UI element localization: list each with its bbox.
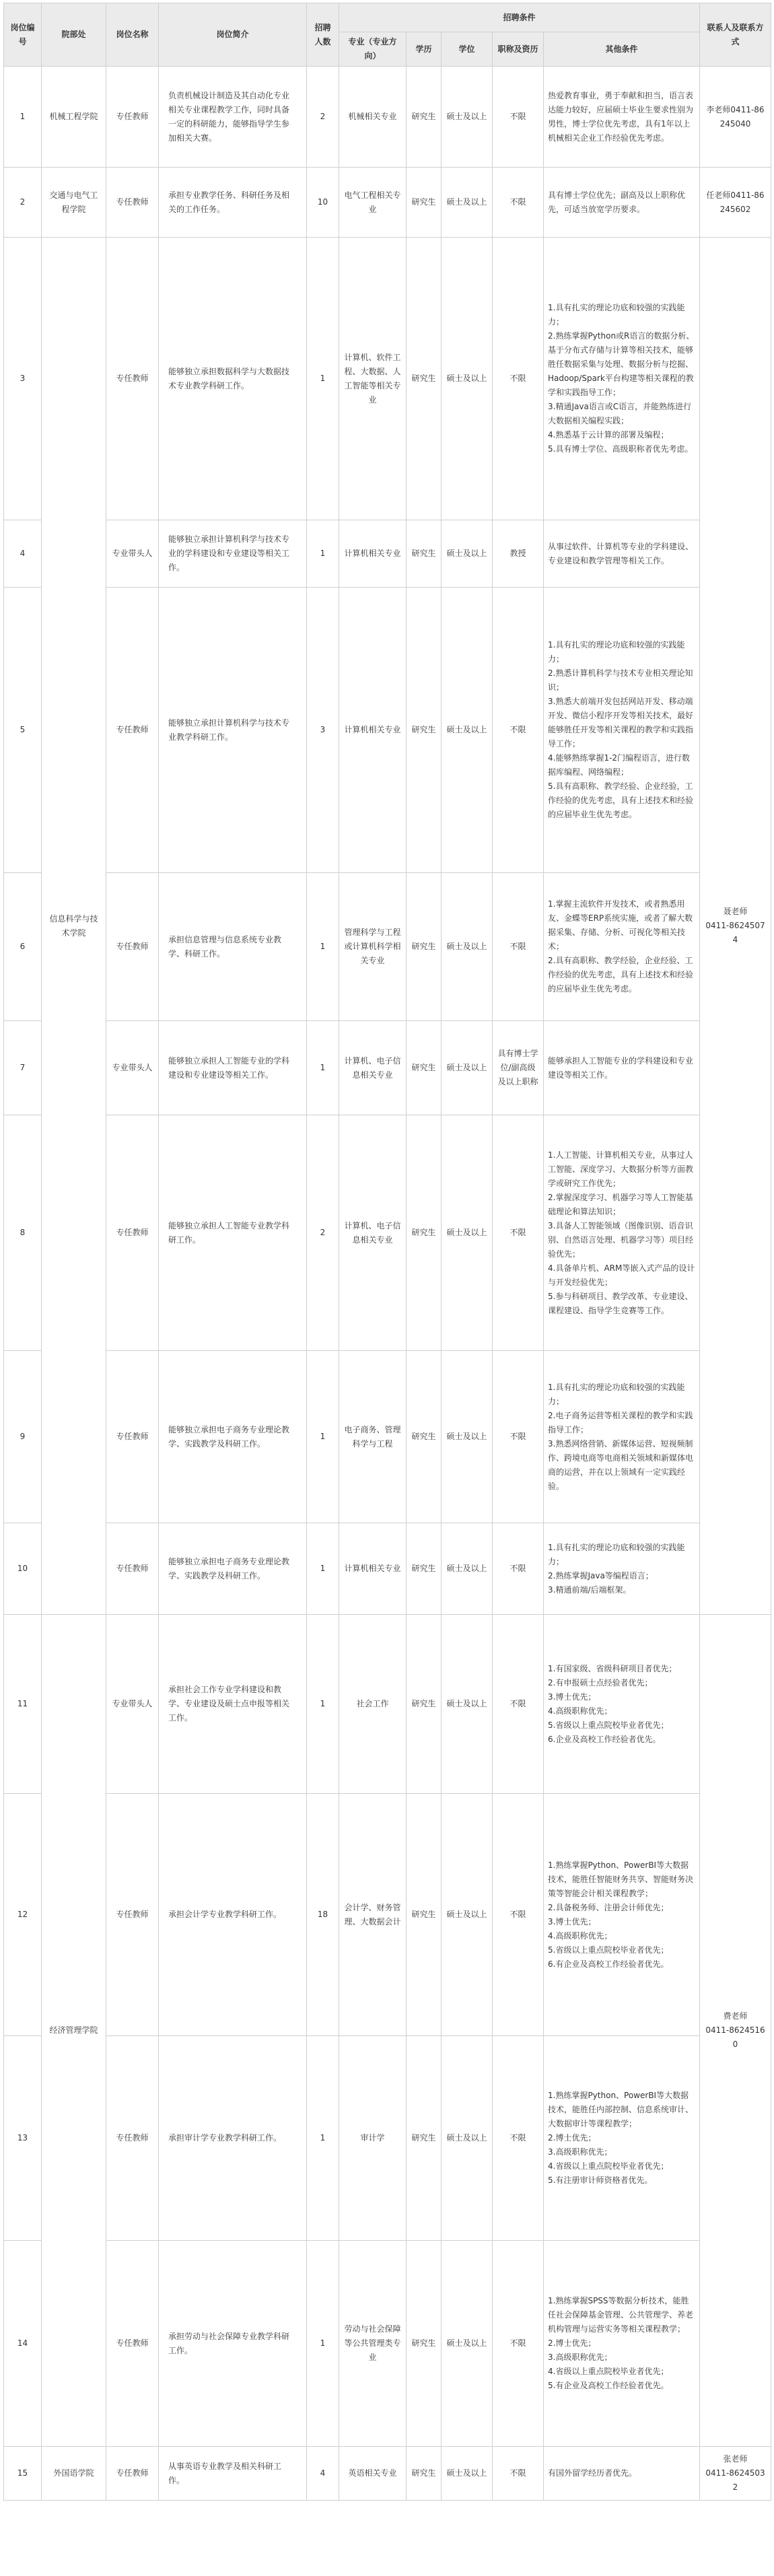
cell-degree: 硕士及以上: [442, 1351, 493, 1523]
cell-brief: 能够独立承担电子商务专业理论教学、实践教学及科研工作。: [159, 1351, 307, 1523]
cell-count: 2: [307, 1115, 339, 1351]
cell-title: 教授: [493, 520, 544, 588]
table-row: [4, 1115, 771, 1351]
cell-brief: 承担社会工作专业学科建设和教学、专业建设及硕士点申报等相关工作。: [159, 1615, 307, 1794]
cell-post: 专任教师: [106, 873, 159, 1021]
table-header: [4, 3, 771, 67]
cell-other: 1.熟练掌握Python、PowerBI等大数据技术，能胜任智能财务共享、智能财务决策等智能会计相关课程教学； 2.具备税务师、注册会计师优先； 3.博士优先； 4.高级职称优先； 5.省级以上重点院校毕业者优先； 6.有企业及高校工作经验者优先。: [544, 1794, 700, 2036]
table-body: [4, 67, 771, 2501]
header-id: 岗位编号: [4, 3, 42, 67]
cell-post: 专业带头人: [106, 1615, 159, 1794]
cell-count: 2: [307, 67, 339, 168]
cell-count: 1: [307, 1351, 339, 1523]
cell-id: 1: [4, 67, 42, 168]
cell-count: 1: [307, 2241, 339, 2447]
cell-title: 具有博士学位/副高级及以上职称: [493, 1021, 544, 1115]
cell-brief: 承担信息管理与信息系统专业教学、科研工作。: [159, 873, 307, 1021]
cell-major: 计算机相关专业: [339, 1523, 407, 1615]
cell-degree: 硕士及以上: [442, 2036, 493, 2241]
cell-post: 专任教师: [106, 238, 159, 520]
cell-title: 不限: [493, 1115, 544, 1351]
cell-id: 8: [4, 1115, 42, 1351]
cell-brief: 负责机械设计制造及其自动化专业相关专业课程教学工作，同时具备一定的科研能力，能够指导学生参加相关大赛。: [159, 67, 307, 168]
cell-other: 1.具有扎实的理论功底和较强的实践能力； 2.熟悉计算机科学与技术专业相关理论知识； 3.熟悉大前端开发包括网站开发、移动端开发、微信小程序开发等相关技术，最好能够胜任开发等相关课程的教学和实践指导工作； 4.能够熟练掌握1-2门编程语言，进行数据库编程、网络编程； 5.具有高职称、教学经验、企业经验，工作经验的优先考虑，具有上述技术和经验的应届毕业生优先考虑。: [544, 588, 700, 873]
cell-dept: 外国语学院: [42, 2447, 106, 2501]
cell-id: 11: [4, 1615, 42, 1794]
header-title: 职称及资历: [493, 32, 544, 67]
table-row: [4, 520, 771, 588]
cell-count: 1: [307, 873, 339, 1021]
cell-major: 计算机相关专业: [339, 588, 407, 873]
cell-post: 专任教师: [106, 2241, 159, 2447]
cell-id: 10: [4, 1523, 42, 1615]
cell-major: 电子商务、管理科学与工程: [339, 1351, 407, 1523]
header-contact: 联系人及联系方式: [700, 3, 771, 67]
cell-other: 1.熟练掌握Python、PowerBI等大数据技术，能胜任内部控制、信息系统审计、大数据审计等课程教学； 2.博士优先； 3.高级职称优先； 4.省级以上重点院校毕业者优先； 5.有注册审计师资格者优先。: [544, 2036, 700, 2241]
cell-title: 不限: [493, 2447, 544, 2501]
table-row: [4, 873, 771, 1021]
cell-edu: 研究生: [407, 168, 442, 238]
cell-count: 1: [307, 238, 339, 520]
cell-edu: 研究生: [407, 1523, 442, 1615]
cell-post: 专任教师: [106, 1351, 159, 1523]
table-row: [4, 1615, 771, 1794]
table-row: [4, 1021, 771, 1115]
cell-count: 1: [307, 1615, 339, 1794]
cell-id: 7: [4, 1021, 42, 1115]
cell-other: 1.具有扎实的理论功底和较强的实践能力； 2.电子商务运营等相关课程的教学和实践指导工作； 3.熟悉网络营销、新媒体运营、短视频制作、跨境电商等电商相关领域和新媒体电商的运营，并在以上领域有一定实践经验。: [544, 1351, 700, 1523]
cell-other: 从事过软件、计算机等专业的学科建设、专业建设和教学管理等相关工作。: [544, 520, 700, 588]
cell-degree: 硕士及以上: [442, 1794, 493, 2036]
cell-count: 1: [307, 520, 339, 588]
recruitment-table-wrapper: [3, 3, 771, 2501]
header-post: 岗位名称: [106, 3, 159, 67]
cell-title: 不限: [493, 873, 544, 1021]
cell-count: 1: [307, 1021, 339, 1115]
cell-id: 13: [4, 2036, 42, 2241]
header-brief: 岗位简介: [159, 3, 307, 67]
cell-other: 具有博士学位优先；副高及以上职称优先，可适当放宽学历要求。: [544, 168, 700, 238]
cell-post: 专任教师: [106, 67, 159, 168]
cell-contact: 费老师 0411-86245160: [700, 1615, 771, 2447]
cell-degree: 硕士及以上: [442, 520, 493, 588]
cell-count: 3: [307, 588, 339, 873]
cell-edu: 研究生: [407, 1794, 442, 2036]
cell-other: 1.具有扎实的理论功底和较强的实践能力； 2.熟练掌握Java等编程语言； 3.精通前端/后端框架。: [544, 1523, 700, 1615]
table-row: [4, 67, 771, 168]
cell-major: 电气工程相关专业: [339, 168, 407, 238]
cell-post: 专任教师: [106, 2447, 159, 2501]
cell-major: 英语相关专业: [339, 2447, 407, 2501]
cell-major: 社会工作: [339, 1615, 407, 1794]
cell-id: 2: [4, 168, 42, 238]
cell-edu: 研究生: [407, 238, 442, 520]
cell-title: 不限: [493, 1351, 544, 1523]
cell-degree: 硕士及以上: [442, 2241, 493, 2447]
cell-brief: 能够独立承担计算机科学与技术专业教学科研工作。: [159, 588, 307, 873]
cell-major: 计算机、电子信息相关专业: [339, 1021, 407, 1115]
cell-contact: 李老师0411-86245040: [700, 67, 771, 168]
cell-edu: 研究生: [407, 1351, 442, 1523]
cell-edu: 研究生: [407, 2241, 442, 2447]
cell-edu: 研究生: [407, 2036, 442, 2241]
header-count: 招聘人数: [307, 3, 339, 67]
cell-degree: 硕士及以上: [442, 168, 493, 238]
table-row: [4, 2241, 771, 2447]
cell-brief: 能够独立承担人工智能专业的学科建设和专业建设等相关工作。: [159, 1021, 307, 1115]
cell-other: 1.具有扎实的理论功底和较强的实践能力； 2.熟练掌握Python或R语言的数据分析、基于分布式存储与计算等相关技术，能够胜任数据采集与处理、数据分析与挖掘、Hadoop/Spark平台构建等相关课程的教学和实践指导工作； 3.精通Java语言或C语言，并能熟练进行大数据相关编程实践； 4.熟悉基于云计算的部署及编程； 5.具有博士学位、高级职称者优先考虑。: [544, 238, 700, 520]
cell-degree: 硕士及以上: [442, 67, 493, 168]
cell-edu: 研究生: [407, 67, 442, 168]
cell-post: 专任教师: [106, 168, 159, 238]
cell-post: 专任教师: [106, 588, 159, 873]
cell-other: 1.人工智能、计算机相关专业，从事过人工智能、深度学习、大数据分析等方面教学或研究工作优先； 2.掌握深度学习、机器学习等人工智能基础理论和算法知识； 3.具备人工智能领域（图像识别、语音识别、自然语言处理、机器学习等）项目经验优先； 4.具备单片机、ARM等嵌入式产品的设计与开发经验优先； 5.参与科研项目、教学改革、专业建设、课程建设、指导学生竞赛等工作。: [544, 1115, 700, 1351]
cell-id: 12: [4, 1794, 42, 2036]
cell-id: 5: [4, 588, 42, 873]
header-edu: 学历: [407, 32, 442, 67]
cell-dept: 信息科学与技术学院: [42, 238, 106, 1615]
cell-edu: 研究生: [407, 588, 442, 873]
cell-post: 专任教师: [106, 2036, 159, 2241]
cell-id: 6: [4, 873, 42, 1021]
table-row: [4, 168, 771, 238]
cell-id: 15: [4, 2447, 42, 2501]
cell-other: 有国外留学经历者优先。: [544, 2447, 700, 2501]
cell-brief: 承担会计学专业教学科研工作。: [159, 1794, 307, 2036]
cell-edu: 研究生: [407, 1615, 442, 1794]
cell-count: 4: [307, 2447, 339, 2501]
cell-brief: 能够独立承担数据科学与大数据技术专业教学科研工作。: [159, 238, 307, 520]
cell-brief: 能够独立承担人工智能专业教学科研工作。: [159, 1115, 307, 1351]
cell-brief: 承担审计学专业教学科研工作。: [159, 2036, 307, 2241]
cell-dept: 交通与电气工程学院: [42, 168, 106, 238]
cell-post: 专任教师: [106, 1115, 159, 1351]
cell-post: 专任教师: [106, 1523, 159, 1615]
cell-edu: 研究生: [407, 1021, 442, 1115]
cell-degree: 硕士及以上: [442, 1021, 493, 1115]
cell-edu: 研究生: [407, 1115, 442, 1351]
cell-contact: 张老师 0411-86245032: [700, 2447, 771, 2501]
cell-count: 1: [307, 2036, 339, 2241]
cell-degree: 硕士及以上: [442, 1615, 493, 1794]
cell-id: 14: [4, 2241, 42, 2447]
cell-major: 劳动与社会保障等公共管理类专业: [339, 2241, 407, 2447]
cell-title: 不限: [493, 588, 544, 873]
table-row: [4, 588, 771, 873]
header-conditions: 招聘条件: [339, 3, 700, 32]
cell-other: 1.有国家级、省级科研项目者优先； 2.有申报硕士点经验者优先； 3.博士优先； 4.高级职称优先； 5.省级以上重点院校毕业者优先； 6.企业及高校工作经验者优先。: [544, 1615, 700, 1794]
cell-contact: 聂老师 0411-86245074: [700, 238, 771, 1615]
table-row: [4, 1523, 771, 1615]
header-degree: 学位: [442, 32, 493, 67]
table-row: [4, 1351, 771, 1523]
cell-title: 不限: [493, 168, 544, 238]
cell-brief: 承担劳动与社会保障专业教学科研工作。: [159, 2241, 307, 2447]
cell-count: 10: [307, 168, 339, 238]
cell-title: 不限: [493, 1794, 544, 2036]
cell-other: 1.熟练掌握SPSS等数据分析技术，能胜任社会保障基金管理、公共管理学、养老机构管理与运营实务等相关课程教学； 2.博士优先； 3.高级职称优先； 4.省级以上重点院校毕业者优先； 5.有企业及高校工作经验者优先。: [544, 2241, 700, 2447]
cell-degree: 硕士及以上: [442, 238, 493, 520]
cell-count: 18: [307, 1794, 339, 2036]
cell-title: 不限: [493, 2036, 544, 2241]
cell-title: 不限: [493, 67, 544, 168]
recruitment-table: [3, 3, 771, 2501]
cell-degree: 硕士及以上: [442, 588, 493, 873]
cell-major: 计算机、软件工程、大数据、人工智能等相关专业: [339, 238, 407, 520]
table-row: [4, 238, 771, 520]
cell-id: 4: [4, 520, 42, 588]
header-major: 专业（专业方向）: [339, 32, 407, 67]
cell-title: 不限: [493, 2241, 544, 2447]
cell-brief: 承担专业教学任务、科研任务及相关的工作任务。: [159, 168, 307, 238]
cell-brief: 能够独立承担计算机科学与技术专业的学科建设和专业建设等相关工作。: [159, 520, 307, 588]
cell-dept: 经济管理学院: [42, 1615, 106, 2447]
cell-title: 不限: [493, 1523, 544, 1615]
cell-major: 计算机、电子信息相关专业: [339, 1115, 407, 1351]
cell-edu: 研究生: [407, 873, 442, 1021]
cell-major: 审计学: [339, 2036, 407, 2241]
cell-post: 专业带头人: [106, 1021, 159, 1115]
cell-dept: 机械工程学院: [42, 67, 106, 168]
cell-title: 不限: [493, 238, 544, 520]
cell-degree: 硕士及以上: [442, 873, 493, 1021]
cell-degree: 硕士及以上: [442, 1115, 493, 1351]
cell-edu: 研究生: [407, 520, 442, 588]
cell-major: 机械相关专业: [339, 67, 407, 168]
cell-major: 计算机相关专业: [339, 520, 407, 588]
cell-id: 3: [4, 238, 42, 520]
cell-major: 会计学、财务管理、大数据会计: [339, 1794, 407, 2036]
cell-contact: 任老师0411-86245602: [700, 168, 771, 238]
cell-brief: 从事英语专业教学及相关科研工作。: [159, 2447, 307, 2501]
cell-count: 1: [307, 1523, 339, 1615]
cell-post: 专任教师: [106, 1794, 159, 2036]
cell-brief: 能够独立承担电子商务专业理论教学、实践教学及科研工作。: [159, 1523, 307, 1615]
cell-id: 9: [4, 1351, 42, 1523]
cell-major: 管理科学与工程或计算机科学相关专业: [339, 873, 407, 1021]
cell-post: 专业带头人: [106, 520, 159, 588]
cell-other: 1.掌握主流软件开发技术，或者熟悉用友、金蝶等ERP系统实施，或者了解大数据采集、存储、分析、可视化等相关技术； 2.具有高职称、教学经验，企业经验、工作经验的优先考虑，具有上述技术和经验的应届毕业生优先考虑。: [544, 873, 700, 1021]
table-row: [4, 2036, 771, 2241]
cell-edu: 研究生: [407, 2447, 442, 2501]
table-row: [4, 2447, 771, 2501]
header-other: 其他条件: [544, 32, 700, 67]
cell-degree: 硕士及以上: [442, 1523, 493, 1615]
cell-other: 能够承担人工智能专业的学科建设和专业建设等相关工作。: [544, 1021, 700, 1115]
header-dept: 院部处: [42, 3, 106, 67]
cell-title: 不限: [493, 1615, 544, 1794]
cell-degree: 硕士及以上: [442, 2447, 493, 2501]
table-row: [4, 1794, 771, 2036]
cell-other: 热爱教育事业，勇于奉献和担当，语言表达能力较好，应届硕士毕业生要求性别为男性，博士学位优先考虑，具有1年以上机械相关企业工作经验优先考虑。: [544, 67, 700, 168]
